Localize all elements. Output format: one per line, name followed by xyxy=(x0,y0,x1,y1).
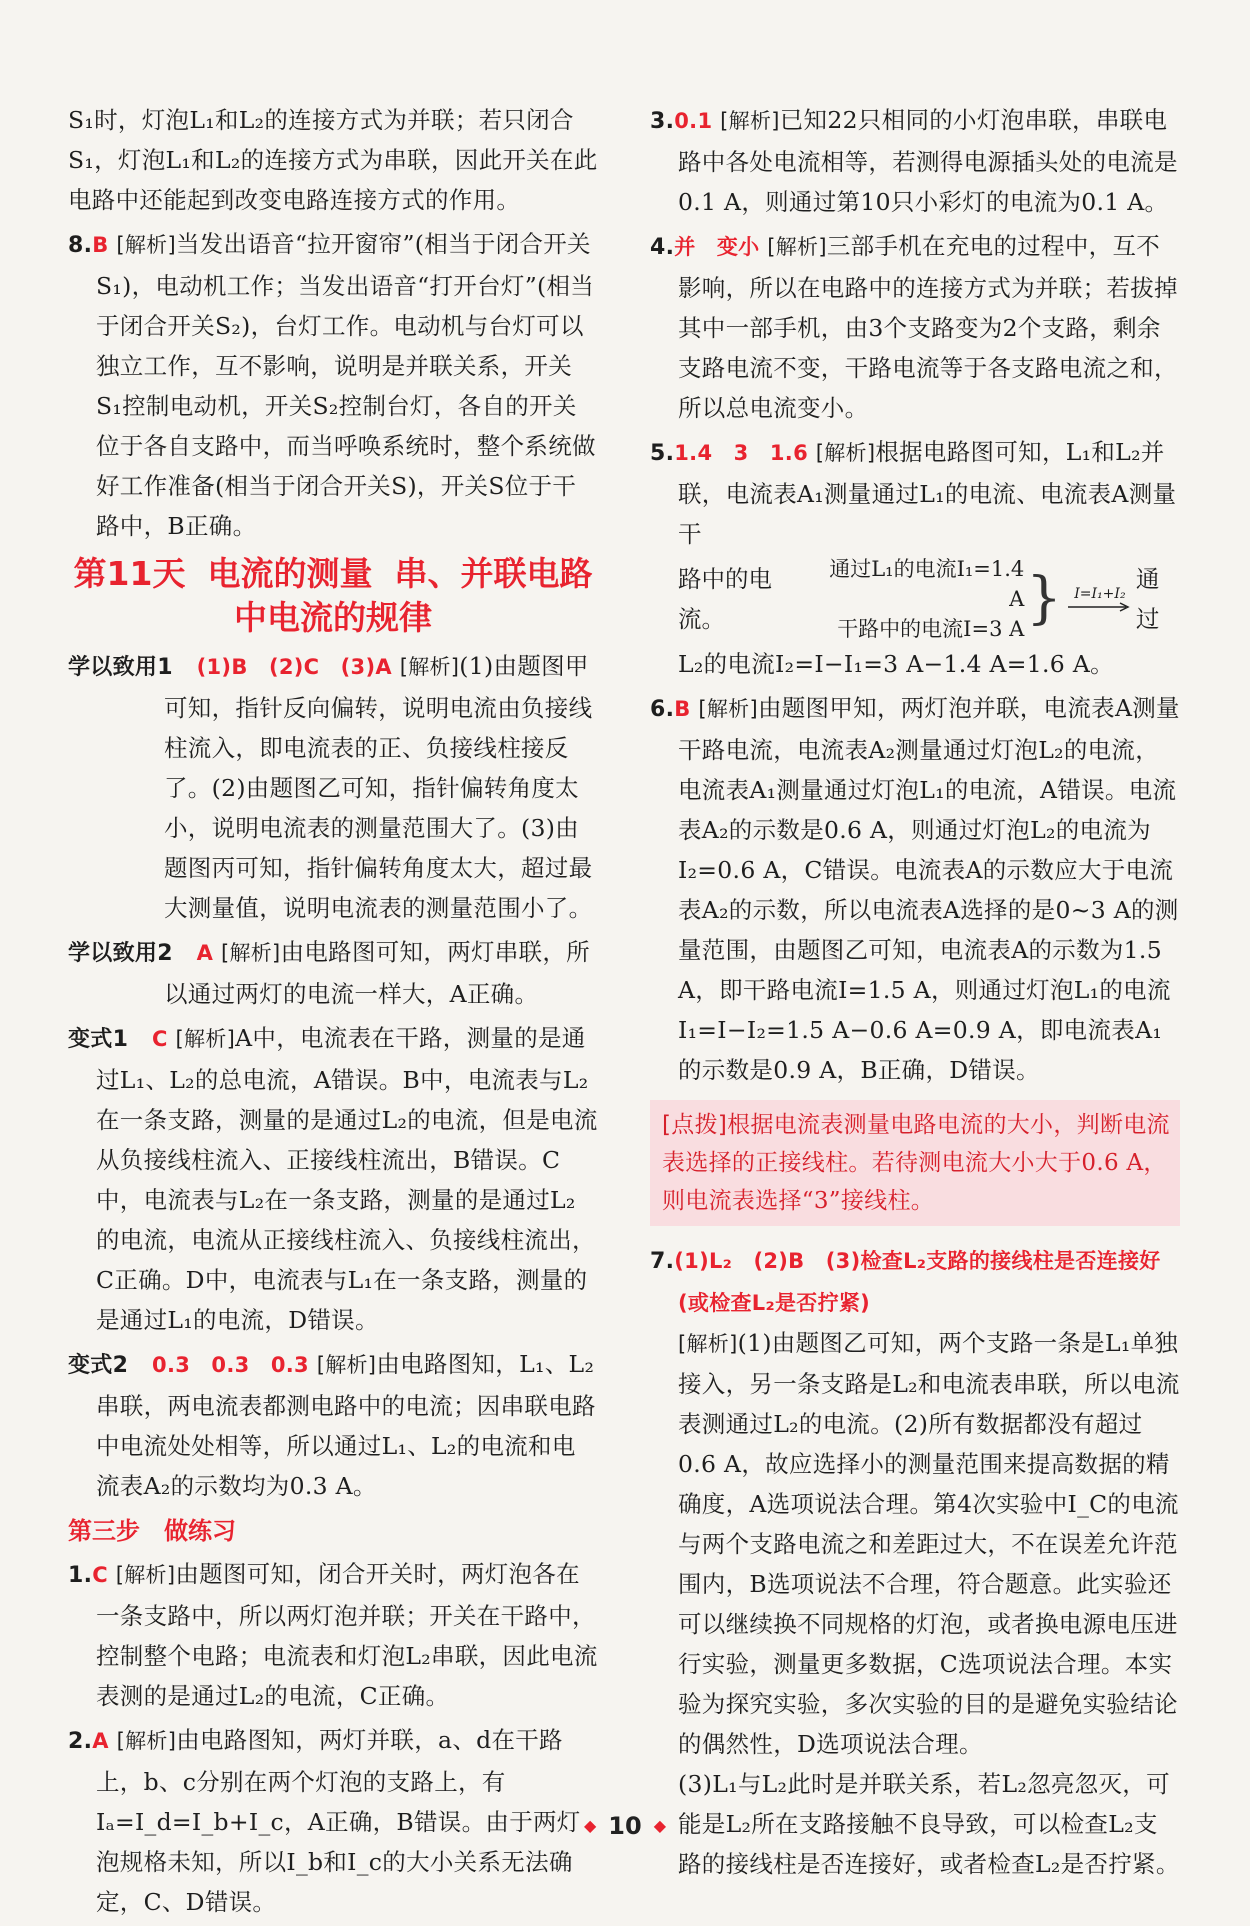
answer-number: 1. xyxy=(68,1563,93,1588)
section-title xyxy=(68,552,598,640)
analysis-tag: [解析] xyxy=(815,441,876,465)
analysis-tag: [解析] xyxy=(116,1729,177,1753)
practice-label: 学以致用2 xyxy=(68,941,173,966)
exercise-3 xyxy=(650,100,1180,222)
answer-key: A xyxy=(196,941,214,965)
analysis-text: 由电路图知，L₁、L₂串联，两电流表都测电路中的电流；因串联电路中电流处处相等，所以通过L₁、L₂的电流和电流表A₂的示数均为0.3 A。 xyxy=(96,1350,596,1500)
answer-key: C xyxy=(152,1027,168,1051)
variant-label: 变式2 xyxy=(68,1353,129,1378)
answer-key: (1)L₂ (2)B (3)检查L₂支路的接线柱是否连接好(或检查L₂是否拧紧) xyxy=(674,1249,1161,1315)
answer-number: 3. xyxy=(650,109,675,134)
analysis-text: (1)由题图甲可知，指针反向偏转，说明电流由负接线柱流入，即电流表的正、负接线柱接反了。(2)由题图乙可知，指针偏转角度太小，说明电流表的测量范围大了。(3)由题图丙可知，指针偏转角度太大，超过最大测量值，说明电流表的测量范围小了。 xyxy=(164,652,593,922)
left-column xyxy=(68,100,598,1926)
intro-continuation: S₁时，灯泡L₁和L₂的连接方式为并联；若只闭合S₁，灯泡L₁和L₂的连接方式为串联，因此开关在此电路中还能起到改变电路连接方式的作用。 xyxy=(68,106,598,214)
answer-number: 7. xyxy=(650,1249,675,1274)
answer-8 xyxy=(68,224,598,546)
formula-line-1: 通过L₁的电流I₁=1.4 A xyxy=(829,557,1025,611)
answer-number: 6. xyxy=(650,697,675,722)
title-part-2: 串、并联电路 xyxy=(394,554,593,593)
page-footer xyxy=(0,1812,1250,1840)
analysis-tag: [解析] xyxy=(316,1353,377,1377)
answer-key: B xyxy=(92,233,109,257)
formula-prefix: 路中的电流。 xyxy=(678,565,772,633)
variant-1 xyxy=(68,1018,598,1340)
answer-key: B xyxy=(674,697,691,721)
analysis-tag: [解析] xyxy=(698,697,758,721)
diamond-icon: ◆ xyxy=(583,1816,597,1835)
analysis-text: 由电路图知，两灯并联，a、d在干路上，b、c分别在两个灯泡的支路上，有Iₐ=I_d=I_b+I_c，A正确，B错误。由于两灯泡规格未知，所以I_b和I_c的大小关系无法确定，C、D错误。 xyxy=(96,1726,581,1916)
analysis-text: 由题图可知，闭合开关时，两灯泡各在一条支路中，所以两灯泡并联；开关在干路中，控制整个电路；电流表和灯泡L₂串联，因此电流表测的是通过L₂的电流，C正确。 xyxy=(96,1560,598,1710)
step-heading: 第三步 做练习 xyxy=(68,1517,236,1545)
analysis-tag: [解析] xyxy=(116,233,176,257)
arrow-right-icon xyxy=(1068,602,1132,612)
exercise-1 xyxy=(68,1554,598,1716)
formula-tail: L₂的电流I₂=I−I₁=3 A−1.4 A=1.6 A。 xyxy=(678,650,1114,678)
tip-text: 根据电流表测量电路电流的大小，判断电流表选择的正接线柱。若待测电流大小大于0.6 A，则电流表选择“3”接线柱。 xyxy=(662,1112,1170,1214)
analysis-tag: [解析] xyxy=(678,1332,738,1356)
analysis-text-2: (3)L₁与L₂此时是并联关系，若L₂忽亮忽灭，可能是L₂所在支路接触不良导致，可以检查L₂支路的接线柱是否连接好，或者检查L₂是否拧紧。 xyxy=(678,1770,1180,1878)
tip-box xyxy=(650,1100,1180,1226)
exercise-7 xyxy=(650,1240,1180,1884)
variant-2 xyxy=(68,1344,598,1506)
formula-suffix: 通过 xyxy=(1135,565,1160,633)
title-day: 第11天 xyxy=(73,554,186,593)
arrow-label: I=I₁+I₂ xyxy=(1074,586,1126,602)
exercise-4 xyxy=(650,226,1180,428)
practice-1 xyxy=(68,646,598,928)
practice-label: 学以致用1 xyxy=(68,655,173,680)
analysis-text: 三部手机在充电的过程中，互不影响，所以在电路中的连接方式为并联；若拔掉其中一部手机，由3个支路变为2个支路，剩余支路电流不变，干路电流等于各支路电流之和，所以总电流变小。 xyxy=(678,232,1178,422)
diamond-icon: ◆ xyxy=(653,1816,667,1835)
answer-key: 并 变小 xyxy=(674,235,760,259)
analysis-text: (1)由题图乙可知，两个支路一条是L₁单独接入，另一条支路是L₂和电流表串联，所以电流表测通过L₂的电流。(2)所有数据都没有超过0.6 A，故应选择小的测量范围来提高数据的精确度，A选项说法合理。第4次实验中I_C的电流与两个支路电流之和差距过大，不在误差允许范围内，B选项说法不合理，符合题意。此实验还可以继续换不同规格的灯泡，或者换电源电压进行实验，测量更多数据，C选项说法合理。本实验为探究实验，多次实验的目的是避免实验结论的偶然性，D选项说法合理。 xyxy=(678,1329,1180,1758)
analysis-text: 已知22只相同的小灯泡串联，串联电路中各处电流相等，若测得电源插头处的电流是0.1 A，则通过第10只小彩灯的电流为0.1 A。 xyxy=(678,106,1178,216)
exercise-6 xyxy=(650,688,1180,1090)
current-formula xyxy=(650,554,1180,644)
analysis-tag: [解析] xyxy=(767,235,827,259)
answer-key: 0.1 xyxy=(674,109,713,133)
analysis-tag: [解析] xyxy=(220,941,281,965)
formula-line-2: 干路中的电流I=3 A xyxy=(837,617,1025,641)
answer-key: 0.3 0.3 0.3 xyxy=(152,1353,309,1377)
analysis-text: A中，电流表在干路，测量的是通过L₁、L₂的总电流，A错误。B中，电流表与L₂在一条支路，测量的是通过L₂的电流，但是电流从负接线柱流入、正接线柱流出，B错误。C中，电流表与L₂在一条支路，测量的是通过L₂的电流，电流从正接线柱流入、负接线柱流出，C正确。D中，电流表与L₁在一条支路，测量的是通过L₁的电流，D错误。 xyxy=(96,1024,598,1334)
answer-number: 5. xyxy=(650,441,675,466)
answer-key: A xyxy=(92,1729,109,1753)
analysis-tag: [解析] xyxy=(175,1027,236,1051)
practice-2 xyxy=(68,932,598,1014)
tip-label: [点拨] xyxy=(662,1112,728,1138)
title-line-2: 中电流的规律 xyxy=(234,598,432,637)
answer-key: (1)B (2)C (3)A xyxy=(196,655,392,679)
page-number: 10 xyxy=(608,1812,642,1840)
exercise-5 xyxy=(650,432,1180,684)
analysis-tag: [解析] xyxy=(115,1563,176,1587)
analysis-tag: [解析] xyxy=(720,109,780,133)
analysis-text: 当发出语音“拉开窗帘”(相当于闭合开关S₁)，电动机工作；当发出语音“打开台灯”(相当于闭合开关S₂)，台灯工作。电动机与台灯可以独立工作，互不影响，说明是并联关系，开关S₁控制电动机，开关S₂控制台灯，各自的开关位于各自支路中，而当呼唤系统时，整个系统做好工作准备(相当于闭合开关S)，开关S位于干路中，B正确。 xyxy=(96,230,596,540)
answer-key: 1.4 3 1.6 xyxy=(674,441,808,465)
answer-number: 2. xyxy=(68,1729,93,1754)
right-column xyxy=(650,100,1180,1888)
answer-number: 4. xyxy=(650,235,675,260)
answer-number: 8. xyxy=(68,233,93,258)
analysis-text: 由题图甲知，两灯泡并联，电流表A测量干路电流，电流表A₂测量通过灯泡L₂的电流，电流表A₁测量通过灯泡L₁的电流，A错误。电流表A₂的示数是0.6 A，则通过灯泡L₂的电流为I₂=0.6 A，C错误。电流表A的示数应大于电流表A₂的示数，所以电流表A选择的是0~3 A的测量范围，由题图乙可知，电流表A的示数为1.5 A，即干路电流I=1.5 A，则通过灯泡L₁的电流I₁=I−I₂=1.5 A−0.6 A=0.9 A，即电流表A₁的示数是0.9 A，B正确，D错误。 xyxy=(678,694,1180,1084)
answer-key: C xyxy=(92,1563,108,1587)
analysis-text: 根据电路图可知，L₁和L₂并联，电流表A₁测量通过L₁的电流、电流表A测量干 xyxy=(678,438,1177,548)
right-brace-icon: } xyxy=(1026,566,1062,631)
title-part-1: 电流的测量 xyxy=(207,554,373,593)
analysis-text: 由电路图可知，两灯串联，所以通过两灯的电流一样大，A正确。 xyxy=(164,938,590,1008)
variant-label: 变式1 xyxy=(68,1027,129,1052)
analysis-tag: [解析] xyxy=(399,655,460,679)
